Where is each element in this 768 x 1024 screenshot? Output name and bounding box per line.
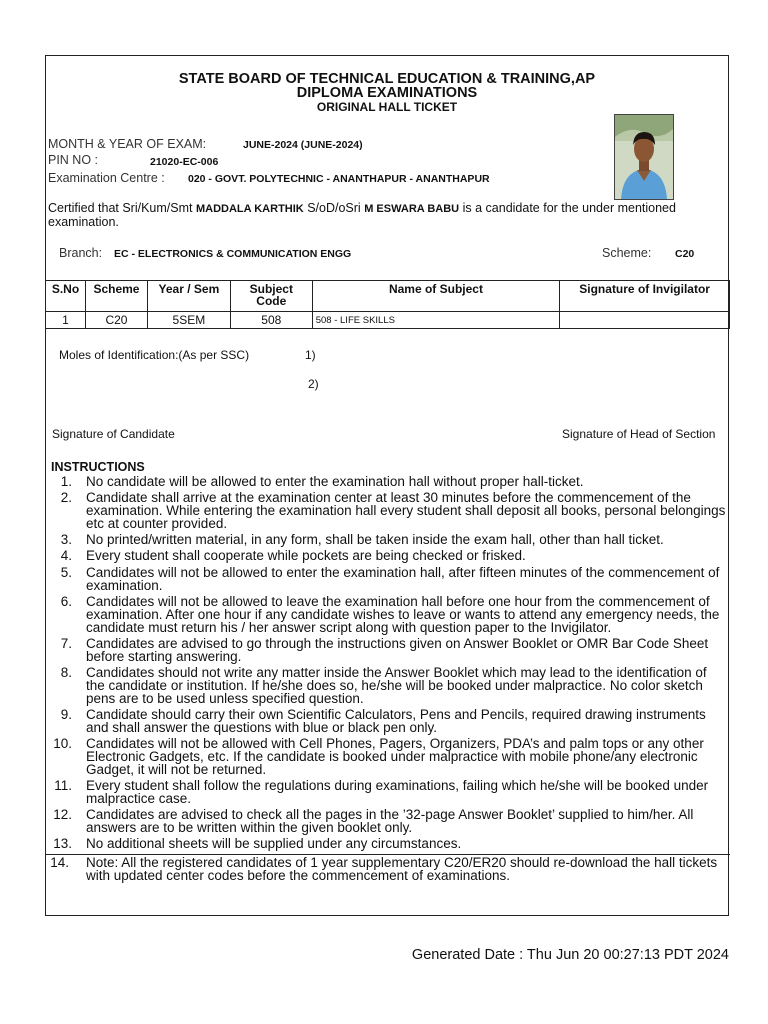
- instruction-item: [48, 635, 730, 664]
- instruction-item: [48, 706, 730, 735]
- instruction-text: Every student shall cooperate while pockets are being checked or frisked.: [86, 548, 526, 564]
- cert-prefix: Certified that Sri/Kum/Smt: [48, 201, 193, 215]
- instruction-item: [48, 564, 730, 593]
- cell-invigilator-signature: [560, 312, 730, 329]
- instruction-text: Candidate should carry their own Scientific Calculators, Pens and Pencils, required drawing instruments and shall answer the questions with blue or black pen only.: [86, 706, 706, 735]
- instruction-text: Candidates are advised to go through the instructions given on Answer Booklet or OMR Bar Code Sheet before starting answering.: [86, 635, 709, 664]
- instruction-number: 3.: [60, 532, 72, 548]
- certification-text: [48, 202, 718, 229]
- branch-label: Branch:: [59, 246, 103, 260]
- instruction-item: [48, 838, 730, 851]
- instructions-title: INSTRUCTIONS: [51, 460, 145, 474]
- instruction-text: No additional sheets will be supplied under any circumstances.: [86, 836, 462, 852]
- month-year-value: JUNE-2024 (JUNE-2024): [243, 139, 363, 151]
- generated-date: Generated Date : Thu Jun 20 00:27:13 PDT 2024: [411, 947, 729, 963]
- cert-suffix: is a candidate for the under mentioned examination.: [48, 201, 676, 229]
- exam-centre-value: 020 - GOVT. POLYTECHNIC - ANANTHAPUR - ANANTHAPUR: [188, 173, 490, 185]
- pin-value: 21020-EC-006: [150, 156, 219, 168]
- table-header-row: [46, 281, 730, 312]
- cell-subject-name: 508 - LIFE SKILLS: [312, 312, 559, 329]
- instructions-list: [48, 476, 730, 887]
- instruction-text: Candidates will not be allowed to leave the examination hall before one hour from the commencement of examination. After one hour if any candidate wishes to leave or wants to attend any emergency needs, the candidate must return his / her answer script along with question paper to the Invigilator.: [86, 593, 720, 635]
- cert-relation: S/oD/oSri: [307, 201, 361, 215]
- col-invigilator-signature: Signature of Invigilator: [560, 281, 730, 312]
- col-scheme: Scheme: [85, 281, 147, 312]
- instruction-text: Every student shall follow the regulations during examinations, failing which he/she will be booked under malpractice case.: [86, 778, 709, 806]
- instruction-item: [48, 476, 730, 489]
- instruction-text: Candidates are advised to check all the pages in the ’32-page Answer Booklet’ supplied to him/her. All answers are to be written within the given booklet only.: [86, 807, 694, 836]
- table-row: [46, 312, 730, 329]
- instruction-number: 13.: [53, 836, 72, 852]
- pin-label: PIN NO :: [48, 153, 99, 167]
- instruction-text: No candidate will be allowed to enter the examination hall without proper hall-ticket.: [86, 474, 584, 489]
- cell-year-sem: 5SEM: [147, 312, 230, 329]
- candidate-signature-label: Signature of Candidate: [52, 427, 175, 441]
- parent-name: M ESWARA BABU: [364, 203, 460, 215]
- cell-sno: 1: [46, 312, 86, 329]
- branch-value: EC - ELECTRONICS & COMMUNICATION ENGG: [114, 248, 352, 260]
- instruction-text: Candidates will not be allowed to enter the examination hall, after fifteen minutes of the commencement of examination.: [86, 564, 720, 593]
- instruction-number: 10.: [53, 735, 72, 751]
- instruction-number: 8.: [60, 664, 72, 680]
- instruction-text: Candidate shall arrive at the examination center at least 30 minutes before the commencement of the examination. While entering the examination hall every student shall deposit all books, personal belongings etc at counter provided.: [86, 490, 726, 532]
- instruction-number: 9.: [60, 706, 72, 722]
- instruction-number: 7.: [60, 635, 72, 651]
- scheme-value: C20: [675, 248, 695, 260]
- identification-mark-2: 2): [308, 377, 319, 391]
- instruction-item: [48, 780, 730, 806]
- instruction-item: [48, 593, 730, 635]
- instruction-item: [48, 735, 730, 777]
- board-title: STATE BOARD OF TECHNICAL EDUCATION & TRAINING,AP: [178, 71, 596, 87]
- cell-subject-code: 508: [230, 312, 312, 329]
- instruction-item: [48, 809, 730, 835]
- instruction-text: No printed/written material, in any form, shall be taken inside the exam hall, other than hall ticket.: [86, 532, 664, 548]
- instruction-text: Candidates will not be allowed with Cell Phones, Pagers, Organizers, PDA’s and palm tops or any other Electronic Gadgets, etc. If the candidate is booked under malpractice with mobile phone/any electronic Gadget, it will not be returned.: [86, 735, 704, 777]
- exam-title: DIPLOMA EXAMINATIONS: [296, 85, 478, 101]
- col-subject-name: Name of Subject: [312, 281, 559, 312]
- instruction-item: [45, 854, 730, 883]
- col-sno: S.No: [46, 281, 86, 312]
- exam-centre-label: Examination Centre :: [48, 171, 165, 185]
- identification-label: Moles of Identification:(As per SSC): [59, 348, 250, 362]
- instruction-item: [48, 492, 730, 531]
- instruction-item: [48, 550, 730, 563]
- instruction-item: [48, 534, 730, 547]
- instruction-number: 14.: [50, 855, 69, 871]
- candidate-photo-icon: [614, 114, 674, 200]
- month-year-label: MONTH & YEAR OF EXAM:: [48, 137, 207, 151]
- instruction-number: 12.: [53, 807, 72, 823]
- head-signature-label: Signature of Head of Section: [562, 427, 716, 441]
- subjects-table: [45, 280, 730, 329]
- identification-mark-1: 1): [305, 348, 316, 362]
- instruction-number: 2.: [60, 490, 72, 506]
- instruction-number: 11.: [54, 778, 72, 793]
- instruction-number: 1.: [60, 474, 72, 489]
- instruction-number: 6.: [60, 593, 72, 609]
- instruction-number: 5.: [60, 564, 72, 580]
- instruction-number: 4.: [60, 548, 72, 564]
- instruction-text: Note: All the registered candidates of 1 year supplementary C20/ER20 should re-download the hall tickets with updated center codes before the commencement of examinations.: [86, 855, 718, 884]
- candidate-name: MADDALA KARTHIK: [195, 203, 304, 215]
- col-year-sem: Year / Sem: [147, 281, 230, 312]
- instruction-item: [48, 664, 730, 706]
- document-type: ORIGINAL HALL TICKET: [316, 100, 458, 114]
- col-subject-code: Subject Code: [230, 281, 312, 312]
- scheme-label: Scheme:: [602, 246, 652, 260]
- instruction-text: Candidates should not write any matter inside the Answer Booklet which may lead to the identification of the candidate or institution. If he/she does so, he/she will be booked under malpractice. No color sketch pens are to be used unless specified question.: [86, 664, 707, 706]
- cell-scheme: C20: [85, 312, 147, 329]
